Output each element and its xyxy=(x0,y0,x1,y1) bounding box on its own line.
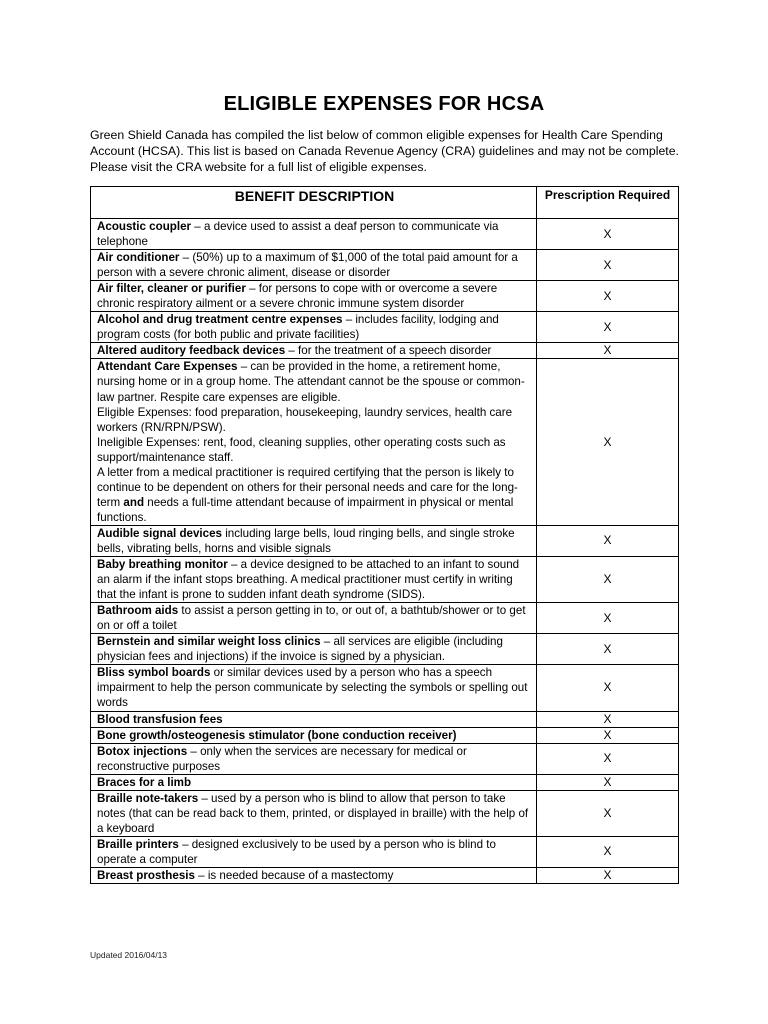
prescription-required-mark: X xyxy=(537,836,679,867)
prescription-required-mark: X xyxy=(537,219,679,250)
table-row xyxy=(91,219,679,250)
benefit-title: Blood transfusion fees xyxy=(97,712,223,726)
prescription-required-mark: X xyxy=(537,790,679,836)
benefit-title: Alcohol and drug treatment centre expenses xyxy=(97,313,343,327)
benefit-description-cell xyxy=(91,343,537,359)
benefit-text: – all services are eligible (including physician fees and injections) if the invoice is signed by a physician. xyxy=(97,635,503,664)
benefit-title: Audible signal devices xyxy=(97,526,222,540)
prescription-required-mark: X xyxy=(537,727,679,743)
benefit-title: Altered auditory feedback devices xyxy=(97,344,286,358)
table-row xyxy=(91,312,679,343)
benefit-note: Ineligible Expenses: rent, food, cleaning supplies, other operating costs such as support/maintenance staff. xyxy=(97,435,506,464)
benefit-description-cell xyxy=(91,665,537,711)
benefit-title: Bliss symbol boards xyxy=(97,666,211,680)
table-row xyxy=(91,603,679,634)
benefit-description-cell xyxy=(91,743,537,774)
benefit-description-cell xyxy=(91,836,537,867)
prescription-required-mark: X xyxy=(537,525,679,556)
benefit-text: – is needed because of a mastectomy xyxy=(194,868,394,882)
table-row xyxy=(91,281,679,312)
prescription-required-mark: X xyxy=(537,557,679,603)
benefit-description-cell xyxy=(91,312,537,343)
benefit-text: – includes facility, lodging and program costs (for both public and private facilities) xyxy=(97,313,499,342)
requirement-emphasis: and xyxy=(123,495,145,509)
benefit-description-cell xyxy=(91,557,537,603)
requirement-text: A letter from a medical practitioner is required certifying that the person is likely to continue to be dependent on others for their personal needs and care for the long-term xyxy=(97,465,518,509)
benefit-description-cell xyxy=(91,790,537,836)
benefit-text: – used by a person who is blind to allow that person to take notes (that can be read back to them, printed, or displayed in braille) with the help of a keyboard xyxy=(97,791,529,835)
prescription-required-mark: X xyxy=(537,867,679,883)
header-prescription-required: Prescription Required xyxy=(537,187,679,219)
benefit-description-cell xyxy=(91,867,537,883)
benefit-description-cell xyxy=(91,603,537,634)
prescription-required-mark: X xyxy=(537,312,679,343)
benefit-text: to assist a person getting in to, or out of, a bathtub/shower or to get on or off a toilet xyxy=(97,604,526,633)
benefit-text: – for the treatment of a speech disorder xyxy=(285,344,492,358)
table-row xyxy=(91,790,679,836)
benefit-description-cell xyxy=(91,634,537,665)
benefit-title: Bone growth/osteogenesis stimulator (bone conduction receiver) xyxy=(97,728,457,742)
benefit-requirement-note xyxy=(97,465,532,525)
updated-date: Updated 2016/04/13 xyxy=(90,950,168,960)
table-row xyxy=(91,250,679,281)
benefit-description-cell xyxy=(91,711,537,727)
prescription-required-mark: X xyxy=(537,711,679,727)
table-row xyxy=(91,867,679,883)
eligible-expenses-table xyxy=(90,186,679,884)
table-row xyxy=(91,711,679,727)
benefit-title: Botox injections xyxy=(97,744,188,758)
benefit-description-cell xyxy=(91,359,537,526)
benefit-description-cell xyxy=(91,219,537,250)
prescription-required-mark: X xyxy=(537,343,679,359)
prescription-required-mark: X xyxy=(537,743,679,774)
requirement-text: needs a full-time attendant because of impairment in physical or mental functions. xyxy=(97,495,514,524)
benefit-text: – can be provided in the home, a retirement home, nursing home or in a group home. The attendant cannot be the spouse or common-law partner. Respite care expenses are eligible. xyxy=(97,360,525,404)
prescription-required-mark: X xyxy=(537,359,679,526)
table-row xyxy=(91,634,679,665)
table-row xyxy=(91,525,679,556)
table-row xyxy=(91,727,679,743)
prescription-required-mark: X xyxy=(537,665,679,711)
benefit-title: Braille printers xyxy=(97,837,179,851)
benefit-note: Eligible Expenses: food preparation, housekeeping, laundry services, health care workers (RN/RPN/PSW). xyxy=(97,405,513,434)
prescription-required-mark: X xyxy=(537,250,679,281)
table-row xyxy=(91,359,679,526)
benefit-title: Baby breathing monitor xyxy=(97,558,228,572)
benefit-title: Braille note-takers xyxy=(97,791,199,805)
table-row xyxy=(91,774,679,790)
prescription-required-mark: X xyxy=(537,603,679,634)
benefit-text: – (50%) up to a maximum of $1,000 of the total paid amount for a person with a severe chronic aliment, disease or disorder xyxy=(97,251,518,280)
table-header-row xyxy=(91,187,679,219)
table-row xyxy=(91,836,679,867)
table-row xyxy=(91,743,679,774)
benefit-title: Breast prosthesis xyxy=(97,868,195,882)
table-row xyxy=(91,557,679,603)
benefit-title: Braces for a limb xyxy=(97,775,192,789)
page-title: ELIGIBLE EXPENSES FOR HCSA xyxy=(223,93,545,115)
benefit-title: Air filter, cleaner or purifier xyxy=(97,282,246,296)
table-row xyxy=(91,665,679,711)
benefit-description-cell xyxy=(91,774,537,790)
header-benefit-description: BENEFIT DESCRIPTION xyxy=(91,187,537,219)
benefit-description-cell xyxy=(91,727,537,743)
benefit-text: or similar devices used by a person who has a speech impairment to help the person communicate by selecting the symbols or spelling out words xyxy=(97,666,528,710)
table-row xyxy=(91,343,679,359)
prescription-required-mark: X xyxy=(537,774,679,790)
benefit-title: Acoustic coupler xyxy=(97,220,192,233)
benefit-description-cell xyxy=(91,250,537,281)
benefit-text: – only when the services are necessary for medical or reconstructive purposes xyxy=(97,744,467,773)
benefit-text: – designed exclusively to be used by a person who is blind to operate a computer xyxy=(97,837,496,866)
benefit-text: – a device designed to be attached to an infant to sound an alarm if the infant stops breathing. A medical practitioner must certify in writing that the infant is prone to sudden infant death syndrome (SIDS). xyxy=(97,558,520,602)
intro-paragraph: Green Shield Canada has compiled the list below of common eligible expenses for Health Care Spending Account (HCSA). This list is based on Canada Revenue Agency (CRA) guidelines and may not be complete. Please visit the CRA website for a full list of eligible expenses. xyxy=(90,128,679,174)
benefit-text: including large bells, loud ringing bells, and single stroke bells, vibrating bells, horns and visible signals xyxy=(97,526,515,555)
benefit-text: – a device used to assist a deaf person to communicate via telephone xyxy=(97,220,499,249)
benefit-title: Bathroom aids xyxy=(97,604,179,618)
benefit-description-cell xyxy=(91,525,537,556)
benefit-title: Bernstein and similar weight loss clinics xyxy=(97,635,321,649)
benefit-title: Attendant Care Expenses xyxy=(97,360,238,374)
prescription-required-mark: X xyxy=(537,281,679,312)
benefit-description-cell xyxy=(91,281,537,312)
prescription-required-mark: X xyxy=(537,634,679,665)
benefit-title: Air conditioner xyxy=(97,251,180,265)
table-body xyxy=(91,219,679,884)
benefit-text: – for persons to cope with or overcome a severe chronic respiratory ailment or a severe chronic immune system disorder xyxy=(97,282,498,311)
